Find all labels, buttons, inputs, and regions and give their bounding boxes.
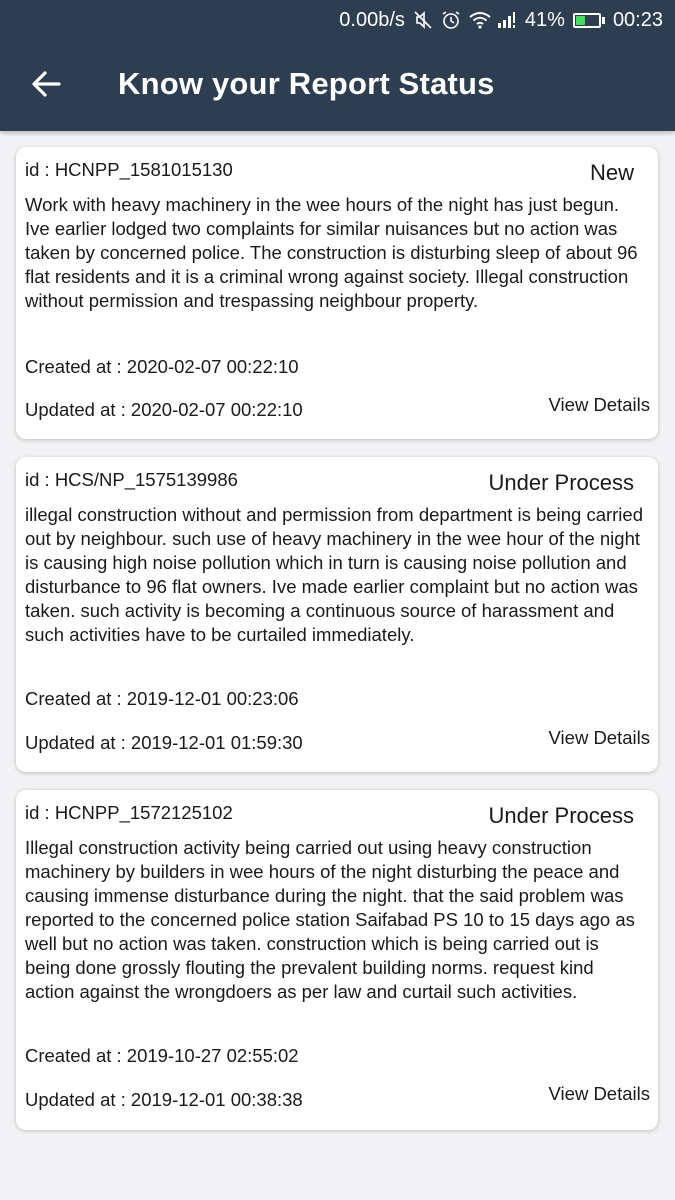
status-bar bbox=[0, 0, 675, 40]
report-description: illegal construction without and permission from department is being carried out by neighbour. such use of heavy machinery in the wee hour of the night is causing high noise pollution which in turn is causing noise pollution and disturbance to 96 flat owners. Ive made earlier complaint but no action was taken. such activity is becoming a continuous source of harassment and such activities have to be curtailed immediately. bbox=[25, 504, 643, 645]
status-time: 00:23 bbox=[612, 8, 663, 31]
report-card[interactable] bbox=[16, 457, 658, 772]
report-id: id : HCNPP_1572125102 bbox=[25, 802, 233, 823]
view-details-button[interactable]: View Details bbox=[548, 394, 650, 415]
updated-at: Updated at : 2019-12-01 01:59:30 bbox=[25, 732, 303, 753]
report-card[interactable] bbox=[16, 147, 658, 439]
back-button[interactable] bbox=[24, 62, 68, 106]
report-description: Illegal construction activity being carried out using heavy construction machinery by builders in wee hours of the night disturbing the peace and causing immense disturbance during the night. that the said problem was reported to the concerned police station Saifabad PS 10 to 15 days ago as well but no action was taken. construction which is being carried out is being done grossly flouting the prevalent building norms. request kind action against the wrongdoers as per law and curtail such activities. bbox=[25, 837, 635, 1002]
created-at: Created at : 2019-12-01 00:23:06 bbox=[25, 688, 299, 709]
report-id: id : HCS/NP_1575139986 bbox=[25, 469, 238, 490]
app-bar bbox=[0, 0, 675, 131]
report-status: Under Process bbox=[488, 470, 634, 495]
wifi-icon bbox=[469, 10, 489, 30]
updated-at: Updated at : 2019-12-01 00:38:38 bbox=[25, 1089, 303, 1110]
arrow-left-icon bbox=[31, 71, 61, 97]
view-details-button[interactable]: View Details bbox=[548, 1083, 650, 1104]
report-status: New bbox=[589, 160, 634, 185]
battery-percent: 41% bbox=[524, 8, 565, 31]
updated-at: Updated at : 2020-02-07 00:22:10 bbox=[25, 399, 303, 420]
created-at: Created at : 2020-02-07 00:22:10 bbox=[25, 356, 299, 377]
report-description: Work with heavy machinery in the wee hours of the night has just begun. Ive earlier lodged two complaints for similar nuisances but no action was taken by concerned police. The construction is disturbing sleep of about 96 flat residents and it is a criminal wrong against society. Illegal construction without permission and trespassing neighbour property. bbox=[25, 194, 638, 311]
report-id: id : HCNPP_1581015130 bbox=[25, 159, 233, 180]
signal-icon bbox=[497, 10, 517, 30]
mute-icon bbox=[413, 10, 433, 30]
created-at: Created at : 2019-10-27 02:55:02 bbox=[25, 1045, 299, 1066]
view-details-button[interactable]: View Details bbox=[548, 727, 650, 748]
page-title: Know your Report Status bbox=[118, 66, 495, 101]
alarm-icon bbox=[441, 10, 461, 30]
network-speed: 0.00b/s bbox=[339, 8, 405, 31]
report-status: Under Process bbox=[488, 803, 634, 828]
toolbar bbox=[0, 40, 675, 131]
report-card[interactable] bbox=[16, 790, 658, 1130]
battery-icon bbox=[573, 13, 605, 28]
